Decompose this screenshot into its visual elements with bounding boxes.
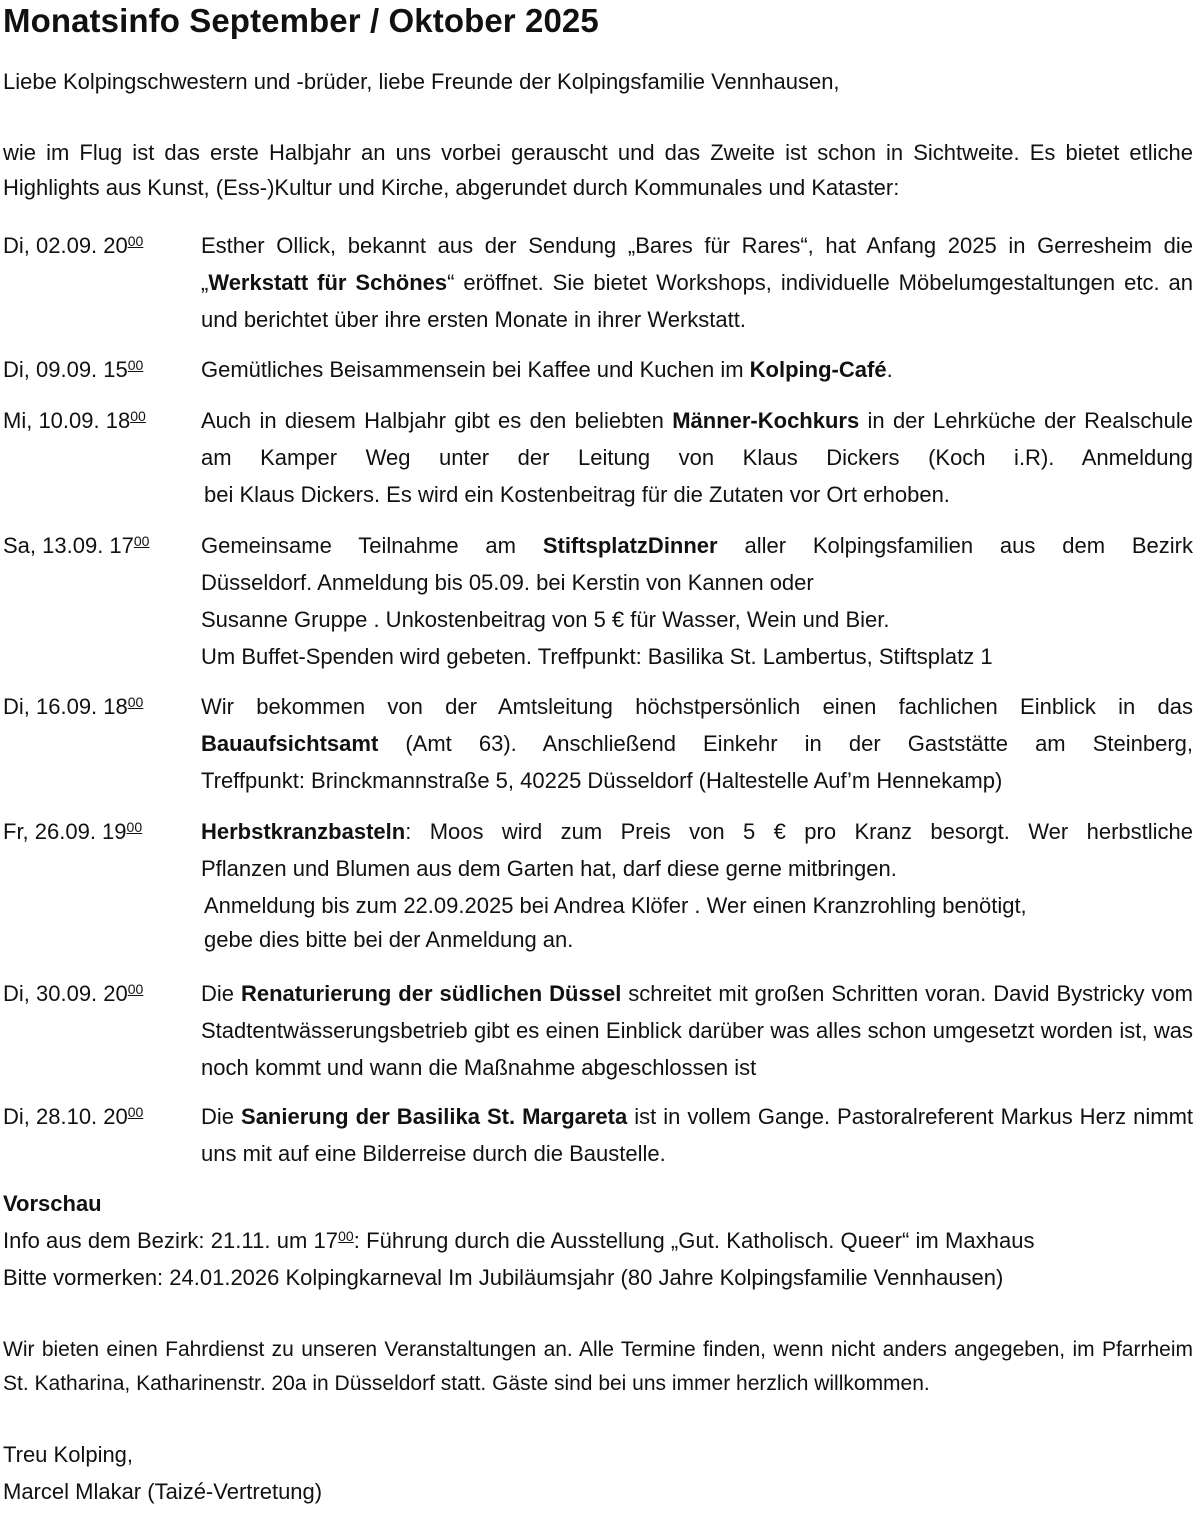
page-title: Monatsinfo September / Oktober 2025	[3, 2, 599, 39]
event-description: Gemeinsame Teilnahme am StiftsplatzDinner aller Kolpingsfamilien aus dem Bezirk Düsseldorf. Anmeldung bis 05.09. bei Kerstin von Kannen oder Susanne Gruppe . Unkostenbeitrag von 5 € für Wasser, Wein und Bier. Um Buffet-Spenden wird gebeten. Treffpunkt: Basilika St. Lambertus, Stiftsplatz 1	[201, 533, 1193, 669]
signature: Marcel Mlakar (Taizé-Vertretung)	[3, 1479, 323, 1504]
intro-paragraph: wie im Flug ist das erste Halbjahr an uns vorbei gerauscht und das Zweite ist schon in Sichtweite. Es bietet etliche Highlights aus Kunst, (Ess-)Kultur und Kirche, abgerundet durch Kommunales und Kataster:	[3, 140, 1193, 200]
event-date: Di, 02.09. $20^{00}$	[3, 233, 144, 258]
event-description: Auch in diesem Halbjahr gibt es den beliebten Männer-Kochkurs in der Lehrküche der Realschule am Kamper Weg unter der Leitung von Klaus Dickers (Koch i.R). Anmeldung bei Klaus Dickers. Es wird ein Kostenbeitrag für die Zutaten vor Ort erhoben.	[201, 408, 1193, 507]
event-description: Herbstkranzbasteln: Moos wird zum Preis von 5 € pro Kranz besorgt. Wer herbstliche Pflanzen und Blumen aus dem Garten hat, darf diese gerne mitbringen. Anmeldung bis zum 22.09.2025 bei Andrea Klöfer . Wer einen Kranzrohling benötigt, gebe dies bitte bei der Anmeldung an.	[201, 819, 1193, 952]
event-date: Sa, 13.09. $17^{00}$	[3, 533, 150, 558]
event-date: Fr, 26.09. $19^{00}$	[3, 819, 143, 844]
event-date: Di, 16.09. $18^{00}$	[3, 694, 144, 719]
event-description: Esther Ollick, bekannt aus der Sendung „Bares für Rares“, hat Anfang 2025 in Gerresheim die „Werkstatt für Schönes“ eröffnet. Sie bietet Workshops, individuelle Möbelumgestaltungen etc. an und berichtet über ihre ersten Monate in ihrer Werkstatt.	[201, 233, 1193, 332]
event-date: Di, 30.09. $20^{00}$	[3, 981, 144, 1006]
event-date: Di, 28.10. $20^{00}$	[3, 1104, 144, 1129]
event-description: Die Sanierung der Basilika St. Margareta ist in vollem Gange. Pastoralreferent Markus Herz nimmt uns mit auf eine Bilderreise durch die Baustelle.	[201, 1104, 1194, 1166]
event-description: Die Renaturierung der südlichen Düssel schreitet mit großen Schritten voran. David Bystricky vom Stadtentwässerungsbetrieb gibt es einen Einblick darüber was alles schon umgesetzt worden ist, was noch kommt und wann die Maßnahme abgeschlossen ist	[201, 981, 1194, 1080]
preview-item: Bitte vormerken: 24.01.2026 Kolpingkarneval Im Jubiläumsjahr (80 Jahre Kolpingsfamilie Vennhausen)	[3, 1265, 1004, 1290]
preview-item: Info aus dem Bezirk: 21.11. um $17^{00}$: Führung durch die Ausstellung „Gut. Katholisch. Queer“ im Maxhaus	[3, 1228, 1035, 1253]
event-date: Mi, 10.09. $18^{00}$	[3, 408, 146, 433]
event-description: Wir bekommen von der Amtsleitung höchstpersönlich einen fachlichen Einblick in das Bauaufsichtsamt (Amt 63). Anschließend Einkehr in der Gaststätte am Steinberg, Treffpunkt: Brinckmannstraße 5, 40225 Düsseldorf (Haltestelle Auf’m Hennekamp)	[201, 694, 1193, 793]
footer-note: Wir bieten einen Fahrdienst zu unseren Veranstaltungen an. Alle Termine finden, wenn nicht anders angegeben, im Pfarrheim St. Katharina, Katharinenstr. 20a in Düsseldorf statt. Gäste sind bei uns immer herzlich willkommen.	[3, 1338, 1193, 1395]
event-date: Di, 09.09. $15^{00}$	[3, 357, 144, 382]
event-description: Gemütliches Beisammensein bei Kaffee und Kuchen im Kolping-Café.	[201, 357, 893, 382]
closing: Treu Kolping,	[3, 1442, 134, 1467]
greeting: Liebe Kolpingschwestern und -brüder, liebe Freunde der Kolpingsfamilie Vennhausen,	[3, 69, 840, 94]
preview-heading: Vorschau	[3, 1191, 102, 1216]
